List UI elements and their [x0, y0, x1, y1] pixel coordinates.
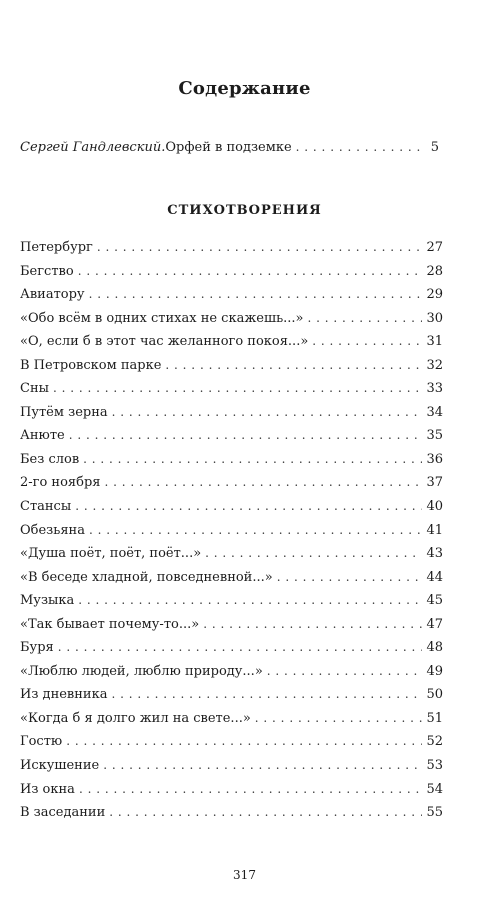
dot-leader: [66, 734, 422, 748]
toc-entry-page-number: 31: [426, 334, 443, 350]
toc-entry-title: Путём зерна: [20, 404, 108, 420]
intro-author: Сергей Гандлевский.: [20, 140, 166, 155]
toc-entry-title: «Люблю людей, люблю природу...»: [20, 663, 263, 679]
toc-entry-title: Бегство: [20, 263, 74, 279]
dot-leader: [277, 570, 423, 584]
toc-entry-title: Из дневника: [20, 687, 108, 703]
dot-leader: [83, 452, 422, 466]
toc-entry-title: Гостю: [20, 734, 63, 750]
dot-leader: [308, 311, 423, 325]
dot-leader: [58, 640, 423, 654]
toc-entry-page-number: 54: [426, 781, 443, 797]
toc-entry-page-number: 48: [426, 640, 443, 656]
toc-entry: [20, 593, 443, 617]
toc-entry: [20, 240, 443, 264]
dot-leader: [89, 287, 423, 301]
toc-entry-title: Буря: [20, 640, 54, 656]
toc-entry: [20, 405, 443, 429]
dot-leader: [267, 664, 423, 678]
dot-leader: [112, 405, 423, 419]
dot-leader: [53, 381, 422, 395]
toc-entry-title: Сны: [20, 381, 49, 397]
dot-leader: [104, 475, 422, 489]
toc-entry-page-number: 43: [426, 546, 443, 562]
intro-page-number: 5: [430, 140, 439, 155]
toc-entry-page-number: 52: [426, 734, 443, 750]
dot-leader: [69, 428, 423, 442]
toc-entry-title: Из окна: [20, 781, 75, 797]
toc-entry-page-number: 44: [426, 569, 443, 585]
toc-entry-page-number: 50: [426, 687, 443, 703]
toc-entry-page-number: 33: [426, 381, 443, 397]
dot-leader: [205, 546, 422, 560]
toc-entry-title: «О, если б в этот час желанного покоя...»: [20, 334, 309, 350]
toc-entry: [20, 546, 443, 570]
toc-entry-title: «В беседе хладной, повседневной...»: [20, 569, 273, 585]
toc-entry-page-number: 29: [426, 287, 443, 303]
toc-entry-intro: [20, 140, 439, 155]
toc-entry-page-number: 35: [426, 428, 443, 444]
toc-entry: [20, 523, 443, 547]
section-title: СТИХОТВОРЕНИЯ: [167, 203, 322, 218]
toc-entry: [20, 499, 443, 523]
toc-entry: [20, 311, 443, 335]
toc-entry-page-number: 40: [426, 499, 443, 515]
toc-entry-title: «Так бывает почему-то...»: [20, 616, 200, 632]
dot-leader: [103, 758, 422, 772]
toc-entry-title: Обезьяна: [20, 522, 85, 538]
toc-entry-title: «Обо всём в одних стихах не скажешь...»: [20, 310, 304, 326]
toc-entry-page-number: 28: [426, 263, 443, 279]
toc-entry-title: «Душа поёт, поёт, поёт...»: [20, 546, 202, 562]
toc-entry-page-number: 45: [426, 593, 443, 609]
toc-entry-title: Искушение: [20, 758, 100, 774]
dot-leader: [109, 805, 422, 819]
toc-entry-title: В Петровском парке: [20, 357, 162, 373]
toc-entry: [20, 452, 443, 476]
toc-entry-page-number: 36: [426, 451, 443, 467]
toc-entry-page-number: 51: [426, 710, 443, 726]
toc-entry: [20, 428, 443, 452]
toc-entry: [20, 734, 443, 758]
toc-entry: [20, 264, 443, 288]
toc-entry-page-number: 34: [426, 404, 443, 420]
toc-entry-page-number: 32: [426, 357, 443, 373]
toc-entry: [20, 475, 443, 499]
toc-entry-title: Музыка: [20, 593, 75, 609]
dot-leader: [89, 523, 422, 537]
page-title: Содержание: [178, 78, 311, 99]
toc-entry-title: Анюте: [20, 428, 65, 444]
toc-entry: [20, 334, 443, 358]
dot-leader: [165, 358, 422, 372]
dot-leader: [312, 334, 422, 348]
intro-title: Орфей в подземке: [165, 140, 292, 155]
toc-entry-page-number: 55: [426, 805, 443, 821]
dot-leader: [296, 140, 421, 154]
toc-entry-page-number: 47: [426, 616, 443, 632]
toc-entry: [20, 711, 443, 735]
dot-leader: [75, 499, 422, 513]
toc-entry: [20, 782, 443, 806]
toc-entry-page-number: 27: [426, 240, 443, 255]
page-folio: 317: [233, 868, 256, 882]
toc-entry-page-number: 30: [426, 310, 443, 326]
dot-leader: [255, 711, 423, 725]
toc-entry-title: «Когда б я долго жил на свете...»: [20, 710, 251, 726]
toc-entry: [20, 381, 443, 405]
toc-entry: [20, 664, 443, 688]
toc-entry: [20, 758, 443, 782]
toc-entry: [20, 358, 443, 382]
toc-entry: [20, 687, 443, 711]
toc-entry: [20, 617, 443, 641]
toc-entry-page-number: 49: [426, 663, 443, 679]
toc-entry-page-number: 37: [426, 475, 443, 491]
toc-entry-title: 2-го ноября: [20, 475, 101, 491]
toc-entry-title: Авиатору: [20, 287, 85, 303]
toc-entry-title: Стансы: [20, 499, 72, 515]
toc-entry-title: Без слов: [20, 451, 80, 467]
toc-entry-title: Петербург: [20, 240, 93, 255]
toc-entry: [20, 640, 443, 664]
toc-entry: [20, 570, 443, 594]
dot-leader: [203, 617, 422, 631]
dot-leader: [97, 240, 423, 254]
toc-list: [20, 240, 443, 829]
toc-entry: [20, 805, 443, 829]
dot-leader: [79, 782, 423, 796]
toc-entry-page-number: 41: [426, 522, 443, 538]
dot-leader: [78, 264, 423, 278]
toc-entry-page-number: 53: [426, 758, 443, 774]
dot-leader: [111, 687, 422, 701]
dot-leader: [78, 593, 422, 607]
toc-entry-title: В заседании: [20, 805, 106, 821]
toc-entry: [20, 287, 443, 311]
